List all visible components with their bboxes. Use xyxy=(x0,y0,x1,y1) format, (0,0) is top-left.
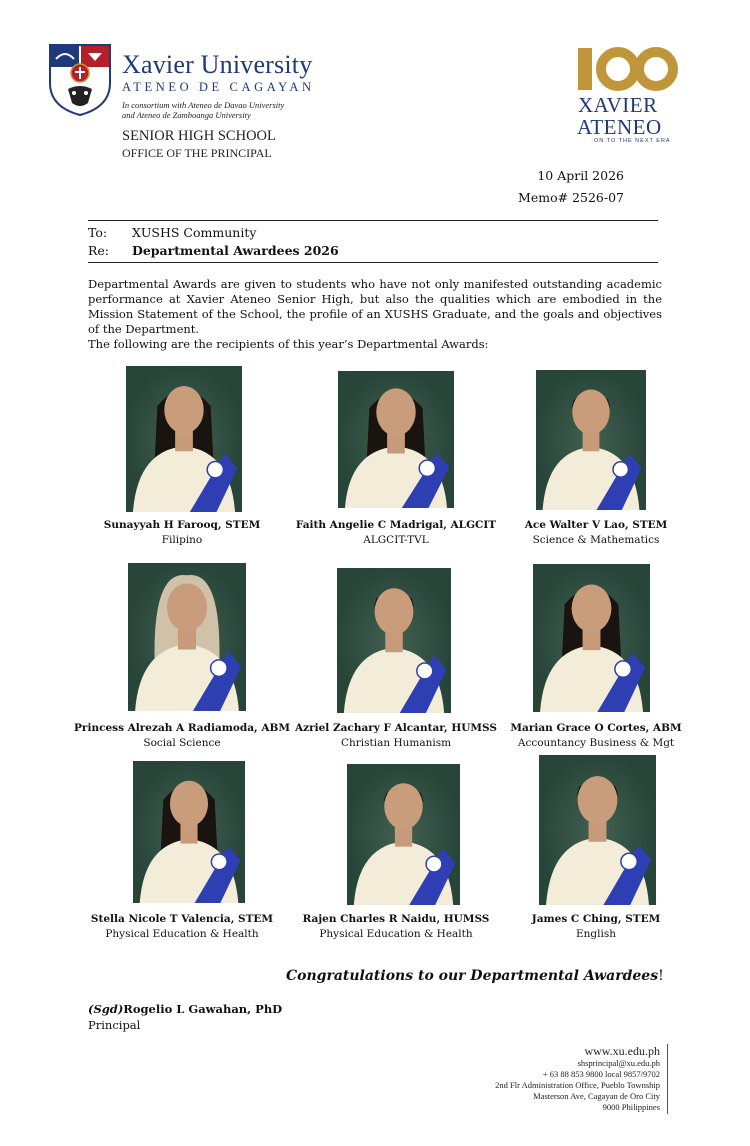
congratulations-text: Congratulations to our Departmental Awardees xyxy=(286,968,659,984)
memo-number: Memo# 2526-07 xyxy=(518,190,624,205)
awardee-photo xyxy=(337,568,451,713)
signed-prefix: (Sgd) xyxy=(88,1002,124,1016)
university-subtitle: ATENEO DE CAGAYAN xyxy=(122,80,315,94)
awardee-name: Marian Grace O Cortes, ABM xyxy=(510,722,682,734)
awardee-name: Rajen Charles R Naidu, HUMSS xyxy=(302,913,490,925)
centennial-ateneo: ATENEO xyxy=(577,115,662,139)
awardee-photo xyxy=(533,564,650,712)
awardee-department: English xyxy=(575,928,617,940)
footer-url[interactable]: www.xu.edu.ph xyxy=(584,1044,660,1058)
centennial-100-logo xyxy=(576,44,686,94)
to-value: XUSHS Community xyxy=(132,225,257,240)
footer-address-2: Masterson Ave, Cagayan de Oro City xyxy=(533,1091,660,1101)
divider-top xyxy=(88,220,658,221)
awardee-name: Sunayyah H Farooq, STEM xyxy=(103,519,261,531)
university-name: Xavier University xyxy=(122,50,313,79)
awardee-photo xyxy=(539,755,656,905)
school-name: SENIOR HIGH SCHOOL xyxy=(122,128,276,144)
divider-bottom xyxy=(88,262,658,263)
awardee-name: Ace Walter V Lao, STEM xyxy=(524,519,668,531)
consortium-line-1: In consortium with Ateneo de Davao University xyxy=(122,100,285,110)
footer-address-3: 9000 Philippines xyxy=(602,1102,660,1112)
awardee-name: Faith Angelie C Madrigal, ALGCIT xyxy=(295,519,497,531)
awardee-photo xyxy=(126,366,242,512)
awardee-name: Azriel Zachary F Alcantar, HUMSS xyxy=(295,722,497,734)
to-label: To: xyxy=(88,225,108,240)
awardee-photo xyxy=(338,371,454,508)
awardee-department: Christian Humanism xyxy=(340,737,452,749)
congratulations-exclamation: ! xyxy=(658,968,664,984)
awardee-photo xyxy=(128,563,246,711)
awardee-name: Princess Alrezah A Radiamoda, ABM xyxy=(74,722,290,734)
consortium-line-2: and Ateneo de Zamboanga University xyxy=(122,110,251,120)
awardee-photo xyxy=(133,761,245,903)
consortium-note xyxy=(122,100,342,120)
signatory-title: Principal xyxy=(88,1018,141,1032)
awardee-name: James C Ching, STEM xyxy=(531,913,661,925)
awardee-department: Social Science xyxy=(143,737,221,749)
re-label: Re: xyxy=(88,243,110,258)
awardee-department: Physical Education & Health xyxy=(105,928,259,940)
memo-date: 10 April 2026 xyxy=(537,168,624,183)
footer-contact xyxy=(495,1044,660,1113)
awardee-department: Filipino xyxy=(161,534,203,546)
footer-divider xyxy=(667,1044,668,1114)
awardee-department: Physical Education & Health xyxy=(319,928,473,940)
recipients-intro: The following are the recipients of this year’s Departmental Awards: xyxy=(88,337,489,351)
footer-address-1: 2nd Flr Administration Office, Pueblo Township xyxy=(495,1080,660,1090)
centennial-xavier: XAVIER xyxy=(578,93,658,117)
footer-email[interactable]: shsprincipal@xu.edu.ph xyxy=(577,1058,660,1068)
awardee-department: Science & Mathematics xyxy=(532,534,660,546)
xavier-crest-logo xyxy=(48,43,112,117)
re-value: Departmental Awardees 2026 xyxy=(132,243,339,258)
awardee-department: ALGCIT-TVL xyxy=(363,534,429,546)
footer-phone: + 63 88 853 9800 local 9857/9702 xyxy=(542,1069,660,1079)
centennial-tagline: ON TO THE NEXT ERA xyxy=(594,138,671,144)
congratulations-line xyxy=(286,968,664,984)
awardee-photo xyxy=(536,370,646,510)
awardee-department: Accountancy Business & Mgt xyxy=(517,737,675,749)
signatory xyxy=(88,1002,282,1016)
signatory-name: Rogelio L Gawahan, PhD xyxy=(123,1002,283,1016)
awardee-photo xyxy=(347,764,460,905)
awardee-name: Stella Nicole T Valencia, STEM xyxy=(90,913,274,925)
office-name: OFFICE OF THE PRINCIPAL xyxy=(122,146,272,160)
intro-paragraph: Departmental Awards are given to students who have not only manifested outstanding academic performance at Xavier Ateneo Senior High, but also the qualities which are embodied in the Mission Statement of the School, the profile of an XUSHS Graduate, and the goals and objectives of the Department. xyxy=(88,277,662,336)
